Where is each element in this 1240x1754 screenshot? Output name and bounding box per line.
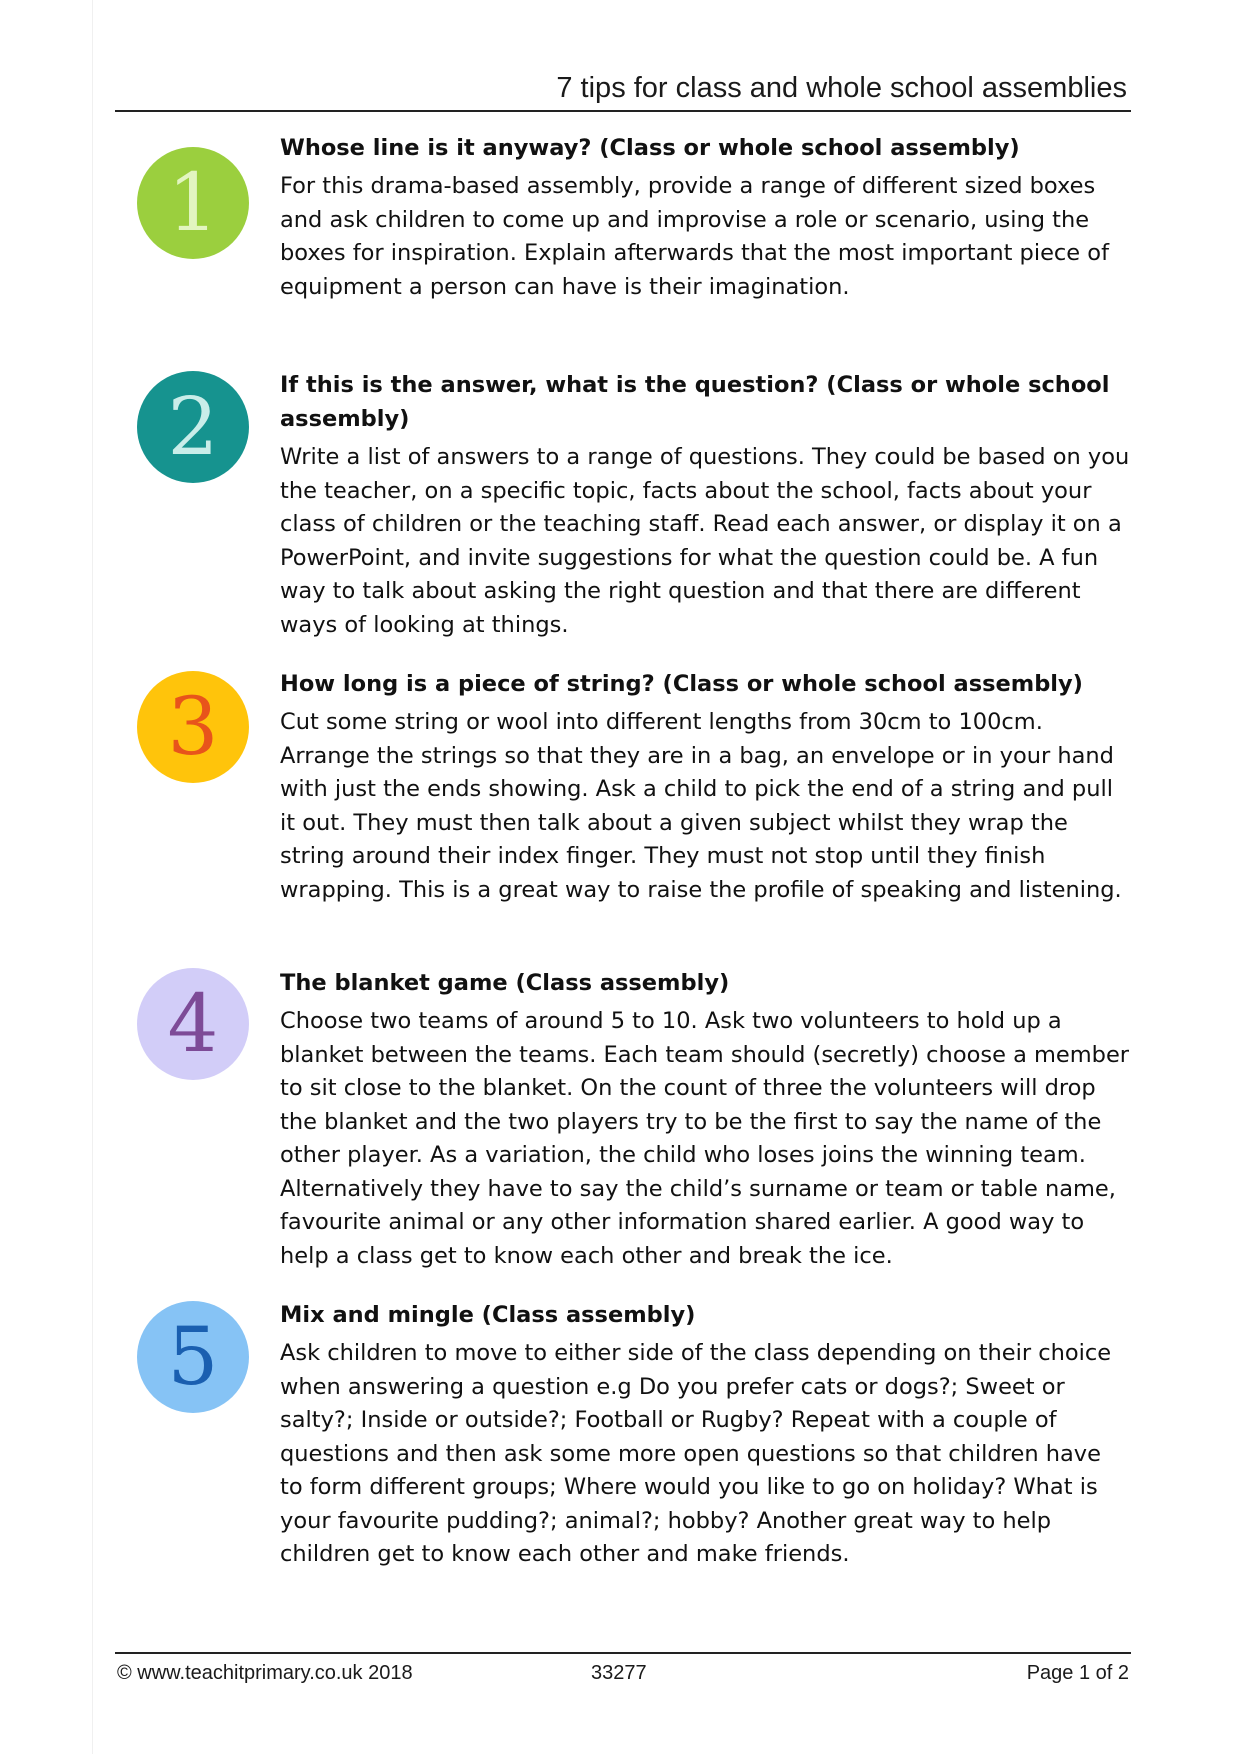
tip-number: 2: [167, 380, 219, 473]
page-title: 7 tips for class and whole school assemblies: [556, 72, 1127, 104]
page-footer: [115, 1652, 1131, 1694]
number-5-badge-icon: [137, 1301, 249, 1413]
number-1-badge-icon: [137, 147, 249, 259]
tip-body: [280, 667, 1130, 907]
tip-heading: Mix and mingle (Class assembly): [280, 1302, 696, 1328]
number-4-badge-icon: [137, 968, 249, 1080]
number-2-badge-icon: [137, 371, 249, 483]
tip-heading: The blanket game (Class assembly): [280, 970, 730, 996]
tip-body: [280, 1298, 1130, 1572]
tip-heading: If this is the answer, what is the question? (Class or whole school assembly): [280, 372, 1110, 432]
tip-number: 3: [167, 680, 219, 773]
page-header: [115, 70, 1131, 112]
tip-number: 1: [167, 156, 219, 249]
tip-body: [280, 131, 1130, 304]
tip-text: Ask children to move to either side of the class depending on their choice when answering a question e.g Do you prefer cats or dogs?; Sweet or salty?; Inside or outside?; Football or Rugby? Repeat with a couple of questions and then ask some more open questions so that children have to form different groups; Where would you like to go on holiday? What is your favourite pudding?; animal?; hobby? Another great way to help children get to know each other and make friends.: [280, 1340, 1112, 1567]
footer-copyright: © www.teachitprimary.co.uk 2018: [117, 1662, 413, 1684]
tip-text: Choose two teams of around 5 to 10. Ask two volunteers to hold up a blanket between the teams. Each team should (secretly) choose a member to sit close to the blanket. On the count of three the volunteers will drop the blanket and the two players try to be the first to say the name of the other player. As a variation, the child who loses joins the winning team. Alternatively they have to say the child’s surname or team or table name, favourite animal or any other information shared earlier. A good way to help a class get to know each other and break the ice.: [280, 1008, 1130, 1269]
tip-heading: Whose line is it anyway? (Class or whole school assembly): [280, 135, 1020, 161]
tip-text: Cut some string or wool into different lengths from 30cm to 100cm. Arrange the strings so that they are in a bag, an envelope or in your hand with just the ends showing. Ask a child to pick the end of a string and pull it out. They must then talk about a given subject whilst they wrap the string around their index finger. They must not stop until they finish wrapping. This is a great way to raise the profile of speaking and listening.: [280, 709, 1122, 903]
footer-page-number: Page 1 of 2: [1026, 1662, 1129, 1684]
tip-number: 4: [167, 977, 219, 1070]
tip-number: 5: [167, 1310, 219, 1403]
page-edge: [92, 0, 93, 1754]
tip-body: [280, 966, 1130, 1273]
tip-text: Write a list of answers to a range of questions. They could be based on you the teacher, on a specific topic, facts about the school, facts about your class of children or the teaching staff. Read each answer, or display it on a PowerPoint, and invite suggestions for what the question could be. A fun way to talk about asking the right question and that there are different ways of looking at things.: [280, 444, 1130, 638]
tip-text: For this drama-based assembly, provide a range of different sized boxes and ask children to come up and improvise a role or scenario, using the boxes for inspiration. Explain afterwards that the most important piece of equipment a person can have is their imagination.: [280, 173, 1109, 300]
tip-heading: How long is a piece of string? (Class or whole school assembly): [280, 671, 1083, 697]
footer-resource-code: 33277: [591, 1662, 647, 1684]
tip-body: [280, 368, 1130, 642]
number-3-badge-icon: [137, 671, 249, 783]
